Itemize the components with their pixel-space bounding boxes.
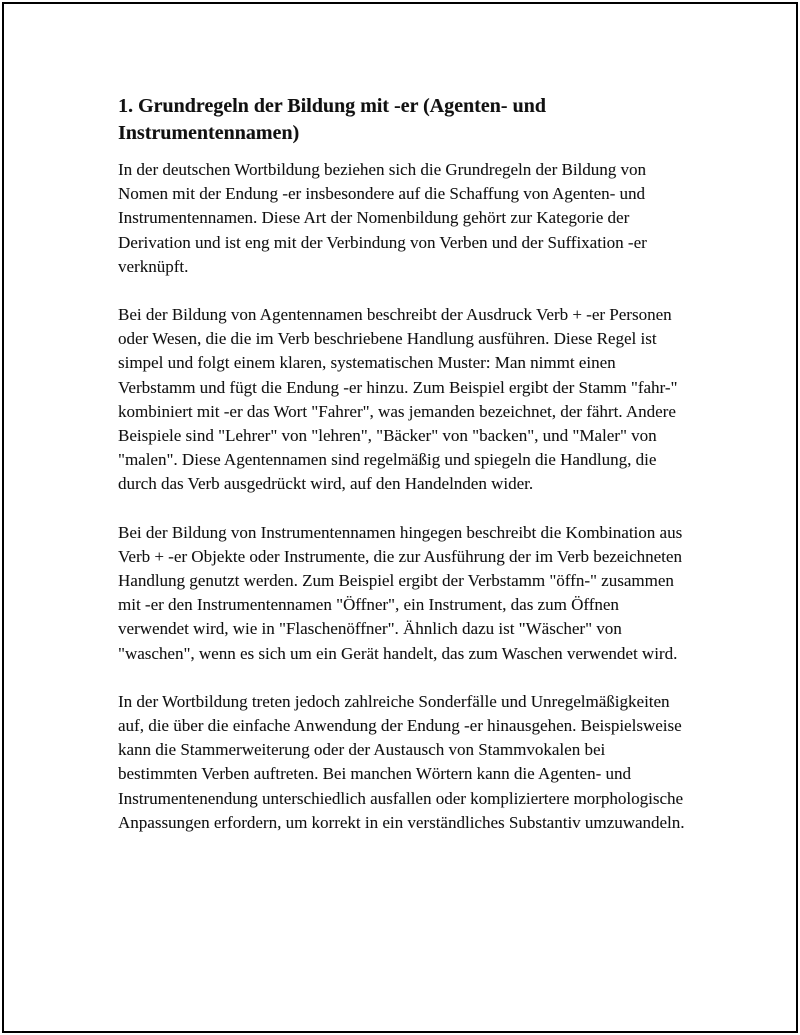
document-body — [118, 93, 688, 859]
paragraph-special-cases: In der Wortbildung treten jedoch zahlreiche Sonderfälle und Unregelmäßigkeiten auf, die über die einfache Anwendung der Endung -er hinausgehen. Beispielsweise kann die Stammerweiterung oder der Austausch von Stammvokalen bei bestimmten Verben auftreten. Bei manchen Wörtern kann die Agenten- und Instrumentenendung unterschiedlich ausfallen oder kompliziertere morphologische Anpassungen erfordern, um korrekt in ein verständliches Substantiv umzuwandeln. — [118, 691, 685, 832]
paragraph-agent-names: Bei der Bildung von Agentennamen beschreibt der Ausdruck Verb + -er Personen oder Wesen, die die im Verb beschriebene Handlung ausführen. Diese Regel ist simpel und folgt einem klaren, systematischen Muster: Man nimmt einen Verbstamm und fügt die Endung -er hinzu. Zum Beispiel ergibt der Stamm "fahr-" kombiniert mit -er das Wort "Fahrer", was jemanden bezeichnet, der fährt. Andere Beispiele sind "Lehrer" von "lehren", "Bäcker" von "backen", und "Maler" von "malen". Diese Agentennamen sind regelmäßig und spiegeln die Handlung, die durch das Verb ausgedrückt wird, auf den Handelnden wider. — [118, 305, 678, 494]
section-heading: 1. Grundregeln der Bildung mit -er (Agenten- und Instrumentennamen) — [118, 95, 546, 144]
paragraph-intro: In der deutschen Wortbildung beziehen sich die Grundregeln der Bildung von Nomen mit der Endung -er insbesondere auf die Schaffung von Agenten- und Instrumentennamen. Diese Art der Nomenbildung gehört zur Kategorie der Derivation und ist eng mit der Verbindung von Verben und der Suffixation -er verknüpft. — [118, 160, 647, 276]
paragraph-instrument-names: Bei der Bildung von Instrumentennamen hingegen beschreibt die Kombination aus Verb + -er Objekte oder Instrumente, die zur Ausführung der im Verb bezeichneten Handlung genutzt werden. Zum Beispiel ergibt der Verbstamm "öffn-" zusammen mit -er den Instrumentennamen "Öffner", ein Instrument, das zum Öffnen verwendet wird, wie in "Flaschenöffner". Ähnlich dazu ist "Wäscher" von "waschen", wenn es sich um ein Gerät handelt, das zum Waschen verwendet wird. — [118, 522, 683, 663]
